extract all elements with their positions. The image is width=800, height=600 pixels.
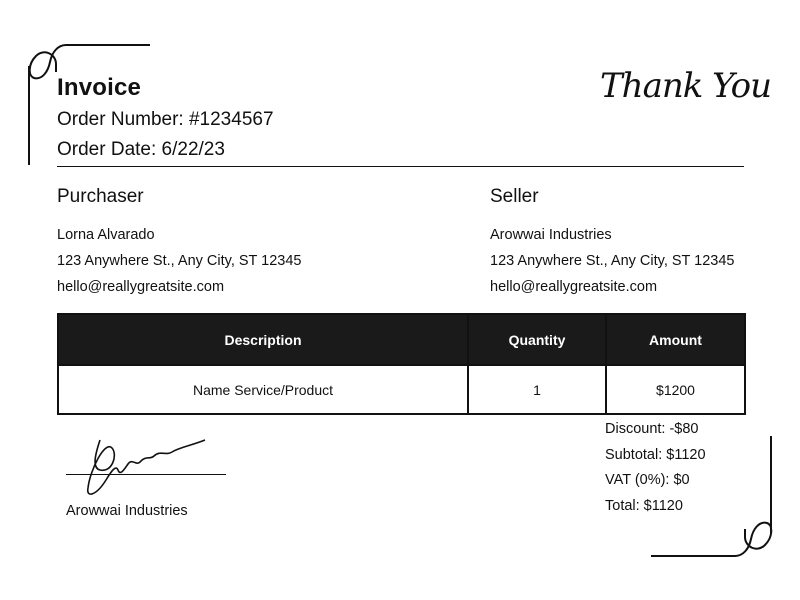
cell-description: Name Service/Product: [58, 365, 468, 414]
purchaser-email: hello@reallygreatsite.com: [57, 279, 225, 295]
cell-amount: $1200: [606, 365, 745, 414]
header-divider: [57, 166, 744, 167]
items-table: [57, 313, 746, 415]
cell-quantity: 1: [468, 365, 606, 414]
seller-address: 123 Anywhere St., Any City, ST 12345: [490, 253, 735, 269]
order-date: Order Date: 6/22/23: [57, 139, 225, 160]
purchaser-address: 123 Anywhere St., Any City, ST 12345: [57, 253, 302, 269]
seller-heading: Seller: [490, 186, 539, 207]
vat-line: VAT (0%): $0: [605, 472, 690, 488]
column-header-description: Description: [58, 314, 468, 365]
purchaser-heading: Purchaser: [57, 186, 144, 207]
thank-you-script: Thank You: [600, 66, 772, 106]
table-header-row: [58, 314, 745, 365]
bottom-right-flourish: [651, 523, 771, 556]
table-row: [58, 365, 745, 414]
column-header-quantity: Quantity: [468, 314, 606, 365]
subtotal-line: Subtotal: $1120: [605, 447, 706, 463]
seller-email: hello@reallygreatsite.com: [490, 279, 658, 295]
purchaser-name: Lorna Alvarado: [57, 227, 155, 243]
seller-name: Arowwai Industries: [490, 227, 612, 243]
column-header-amount: Amount: [606, 314, 745, 365]
order-number: Order Number: #1234567: [57, 109, 274, 130]
discount-line: Discount: -$80: [605, 421, 699, 437]
signature-scribble: [88, 440, 205, 494]
invoice-title: Invoice: [57, 74, 142, 101]
total-line: Total: $1120: [605, 498, 683, 514]
signature-line: [66, 474, 226, 475]
signatory-name: Arowwai Industries: [66, 503, 188, 519]
